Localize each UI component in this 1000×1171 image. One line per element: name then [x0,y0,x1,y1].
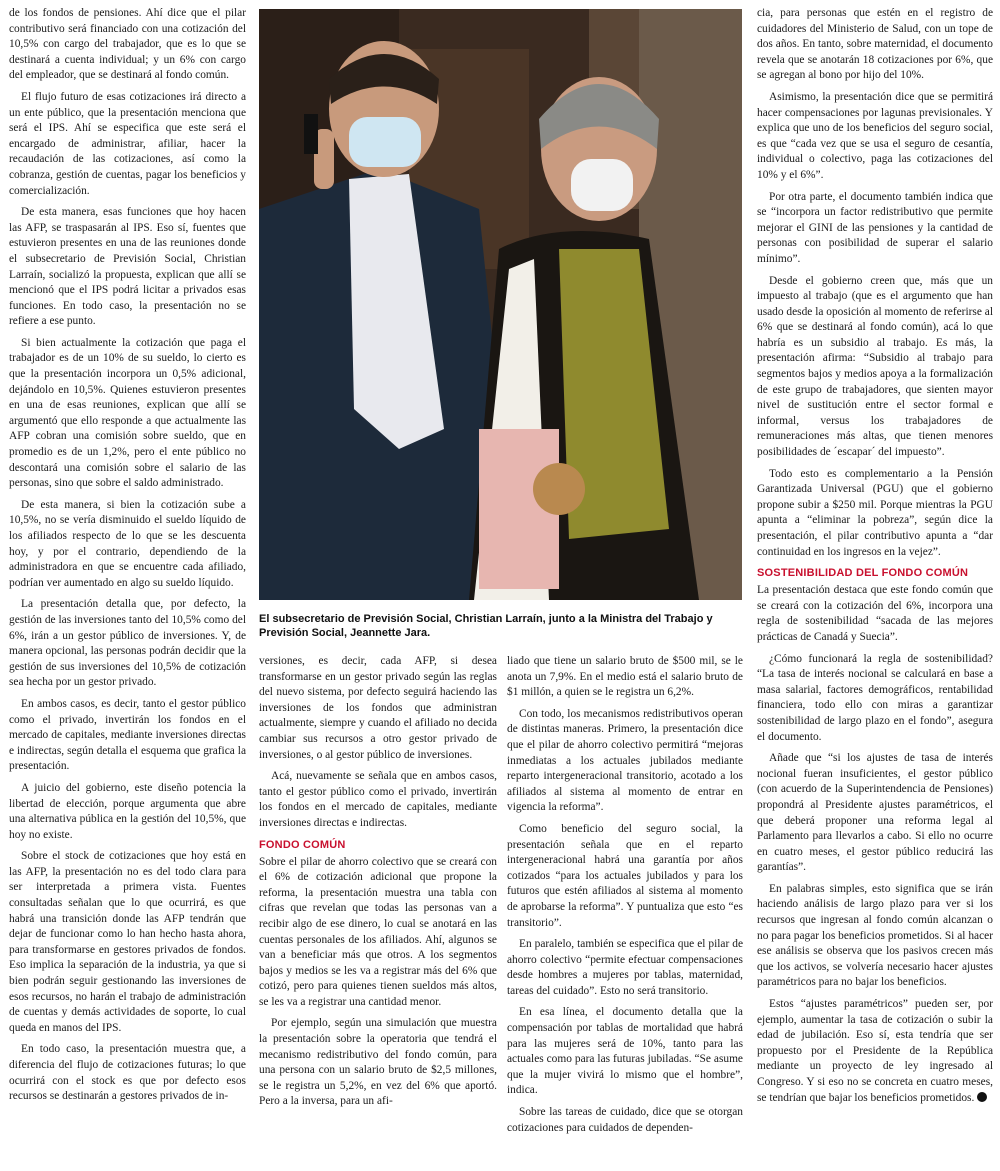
section-heading: FONDO COMÚN [259,838,346,851]
photo-illustration [259,9,742,600]
paragraph: De esta manera, si bien la cotización sube a 10,5%, no se vería disminuido el sueldo líquido de los afiliados respecto de lo que se les descuenta hoy, y por el contrario, dependiendo de la administradora en que se encuentre cada afiliado, podrían ver aumentado en algo su sueldo líquido. [9,498,246,589]
paragraph: En todo caso, la presentación muestra que, a diferencia del flujo de cotizaciones futuras; lo que ocurrirá con el stock es que por defecto esos recursos se destinarán a gestores privados de in- [9,1043,246,1103]
paragraph: liado que tiene un salario bruto de $500 mil, se le anota un 7,9%. En el medio está el salario bruto de $1 millón, a quien se le registra un 6,2%. [507,655,743,699]
paragraph: Por otra parte, el documento también indica que se “incorpora un factor redistributivo que permite mejorar el GINI de las pensiones y la cantidad de personas con posibilidad de superar el salario mínimo”. [757,190,993,265]
paragraph: versiones, es decir, cada AFP, si desea transformarse en un gestor privado según las reglas del nuevo sistema, por defecto seguirá haciendo las inversiones de los fondos que administran actualmente, siempre y cuando el afiliado no decida cambiar sus recursos a otro gestor privado de inversiones, o al gestor público de inversiones. [259,655,497,761]
paragraph: Desde el gobierno creen que, más que un impuesto al trabajo (que es el argumento que han usado desde la oposición al momento de referirse al 6% que se destinará al fondo común), acá lo que habría es un subsidio al trabajo. Es más, la presentación afirma: “Subsidio al trabajo para segmentos bajos y medios apoya a la formalización de este grupo de trabajadores, que sienten mayor nivel de sustitución entre el sector formal e informal, versus los trabajadores de remuneraciones más altas, que tienen menores posibilidades de ´escapar´ del impuesto”. [757,274,993,459]
article-end-icon [977,1092,987,1102]
article-column-2 [259,654,497,1116]
paragraph: Como beneficio del seguro social, la presentación señala que en el reparto intergeneracional habrá una garantía por años cotizados “para los actuales jubilados y para los futuros que estén afiliados al sistema al momento de aprobarse la reforma”. Y puntualiza que esto “es transitorio”. [507,822,743,929]
paragraph: A juicio del gobierno, este diseño potencia la libertad de elección, porque argumenta que abre una alternativa pública en la gestión del 10,5%, que hoy no existe. [9,781,246,841]
paragraph: En esa línea, el documento detalla que la compensación por tablas de mortalidad que habrá para las mujeres será de 10%, tanto para las actuales como para las futuras jubiladas. “Se asume que la mujer vivirá lo mismo que el hombre”, indica. [507,1006,743,1097]
paragraph: Sobre el pilar de ahorro colectivo que se creará con el 6% de cotización adicional que propone la reforma, la presentación muestra una tabla con cifras que revelan que todas las personas van a recibir algo de ese dinero, lo cual se anotará en las cuentas personales de los afiliados. Ahí, algunos se van a beneficiar más que otros. A los segmentos bajos y medios se les va a registrar más del 6% que cotizó, pero para quienes tienen sueldos más altos, se les va a registrar una cantidad menor. [259,855,497,1008]
paragraph: Añade que “si los ajustes de tasa de interés nocional fueran insuficientes, el gestor público (con acuerdo de la Superintendencia de Pensiones) propondrá al Presidente ajustes paramétricos, el que deberá proponer una reforma legal al Parlamento para llevarlos a cabo. Si ello no ocurre en cuatro meses, el gestor público reducirá las garantías”. [757,752,993,874]
paragraph: Si bien actualmente la cotización que paga el trabajador es de un 10% de su sueldo, lo cierto es que la presentación incorpora un 0,5% adicional, dejándolo en 10,5%. Quienes estuvieron presentes en una de esas reuniones, explican que allí se argumentó que ello responde a que actualmente las AFP cobran una comisión sobre sueldo, que en promedio es de un 1,2%, pero el ente público no descontará una comisión sobre el salario de las personas, sino que sobre el saldo administrado. [9,336,246,490]
article-column-3 [507,654,743,1142]
article-column-4 [757,6,993,1112]
paragraph: Con todo, los mecanismos redistributivos operan de distintas maneras. Primero, la presentación dice que el pilar de ahorro colectivo permitirá “mejoras inmediatas a los actuales jubilados mediante reparto intergeneracional transitorio, acotado a los afiliados al sistema al momento de entrar en vigencia la reforma”. [507,707,743,814]
news-photo [259,9,742,600]
paragraph: En ambos casos, es decir, tanto el gestor público como el privado, invertirán los fondos en el mercado de capitales, mediante inversiones directas e indirectas, según detalla el esquema que grafica la presentación. [9,697,246,773]
paragraph: Acá, nuevamente se señala que en ambos casos, tanto el gestor público como el privado, invertirán los fondos en el mercado de capitales, mediante inversiones directas e indirectas. [259,770,497,829]
paragraph: cia, para personas que estén en el registro de cuidadores del Ministerio de Salud, con un tope de dos años. En tanto, sobre maternidad, el documento revela que se anotarán 18 cotizaciones por 6%, que se agregan al bono por hijo del 10%. [757,7,993,82]
paragraph: La presentación detalla que, por defecto, la gestión de las inversiones tanto del 10,5% como del 6%, irán a un gestor público de inversiones. Y, de manera opcional, las personas podrán decidir que la gestión de sus inversiones del 10,5% de cotización sea hecha por un gestor privado. [9,598,246,689]
paragraph: Sobre el stock de cotizaciones que hoy está en las AFP, la presentación no es del todo clara para ser interpretada a primera vista. Fuentes consultadas señalan que lo que ocurrirá, es que habrá una transición donde las AFP tendrán que dejar de funcionar como lo han hecho hasta ahora, para transformarse en gestores privados de fondos. Eso implica la separación de la industria, ya que si bien podrán seguir gestionando las inversiones de esos recursos, no harán el trabajo de administración de cuentas y demás actividades de soporte, lo cual queda en manos del IPS. [9,850,246,1034]
paragraph: Todo esto es complementario a la Pensión Garantizada Universal (PGU) que el gobierno propone subir a $250 mil. Porque mientras la PGU apunta a “eliminar la pobreza”, según dice la presentación, el pilar contributivo apunta a “dar continuidad en los ingresos en la vejez”. [757,467,993,558]
paragraph: El flujo futuro de esas cotizaciones irá directo a un ente público, que la presentación menciona que será el IPS. Ahí se especifica que este será el encargado de administrar, afiliar, hacer la recaudación de las cotizaciones, así como la cobranza, gestión de cuentas, pagar los beneficios y comercialización. [9,90,246,197]
paragraph [757,997,993,1106]
paragraph: De esta manera, esas funciones que hoy hacen las AFP, se traspasarán al IPS. Eso sí, fuentes que estuvieron presentes en una de las reuniones donde el subsecretario de Previsión Social, Christian Larraín, socializó la propuesta, explican que allí se mencionó que el IPS podrá licitar a privados esas funciones. En todo caso, la presentación no se refiere a ese punto. [9,206,246,328]
paragraph: En palabras simples, esto significa que se irán haciendo análisis de largo plazo para ver si los recursos que ingresan al fondo común alcanzan o no para pagar los beneficios prometidos. Si al hacer ese análisis se observa que los pasivos crecen más que los activos, se volvería necesario hacer ajustes paramétricos para no bajar los beneficios. [757,882,993,989]
paragraph: En paralelo, también se especifica que el pilar de ahorro colectivo “permite efectuar compensaciones desde hombres a mujeres por tablas, maternidad, tareas del cuidado”. Esto no será transitorio. [507,938,743,997]
paragraph: Por ejemplo, según una simulación que muestra la presentación sobre la operatoria que tendrá el mecanismo redistributivo del fondo común, para una persona con un salario bruto de $2,5 millones, se le registra un 5,2%, en vez del 6% que aportó. Pero a la inversa, para un afi- [259,1017,497,1108]
paragraph-text: Estos “ajustes paramétricos” pueden ser, por ejemplo, aumentar la tasa de cotización o subir la edad de jubilación. Eso sí, esta tendría que ser propuesto por el Presidente de la República mediante un proyecto de ley ingresado al Congreso. Y si eso no se concreta en cuatro meses, se tendrían que bajar los beneficios prometidos. [757,998,993,1104]
paragraph: ¿Cómo funcionará la regla de sostenibilidad? “La tasa de interés nocional se calculará en base a masa salarial, factores demográficos, rentabilidad financiera, todo ello con miras a garantizar sostenibilidad de largo plazo en el fondo”, asegura el documento. [757,652,993,743]
paragraph: de los fondos de pensiones. Ahí dice que el pilar contributivo será financiado con una cotización del 10,5% con cargo del trabajador, que es lo que se destinará a cuenta individual; y un 6% con cargo del empleador, que se destinará al fondo común. [9,7,246,82]
article-column-1 [9,6,246,1111]
photo-caption: El subsecretario de Previsión Social, Christian Larraín, junto a la Ministra del Trabajo y Previsión Social, Jeannette Jara. [259,613,713,639]
paragraph: La presentación destaca que este fondo común que se creará con la cotización del 6%, incorpora una regla de sostenibilidad “sacada de las mejores prácticas de Canadá y Suecia”. [757,584,993,643]
section-heading: SOSTENIBILIDAD DEL FONDO COMÚN [757,567,969,580]
paragraph: Sobre las tareas de cuidado, dice que se otorgan cotizaciones para cuidados de dependen- [507,1106,743,1134]
paragraph: Asimismo, la presentación dice que se permitirá hacer compensaciones por lagunas previsionales. Y explica que uno de los beneficios del seguro social, es que “cada vez que se usa el seguro de cesantía, individual o colectivo, paga las cotizaciones del 10% y el 6%”. [757,90,993,181]
